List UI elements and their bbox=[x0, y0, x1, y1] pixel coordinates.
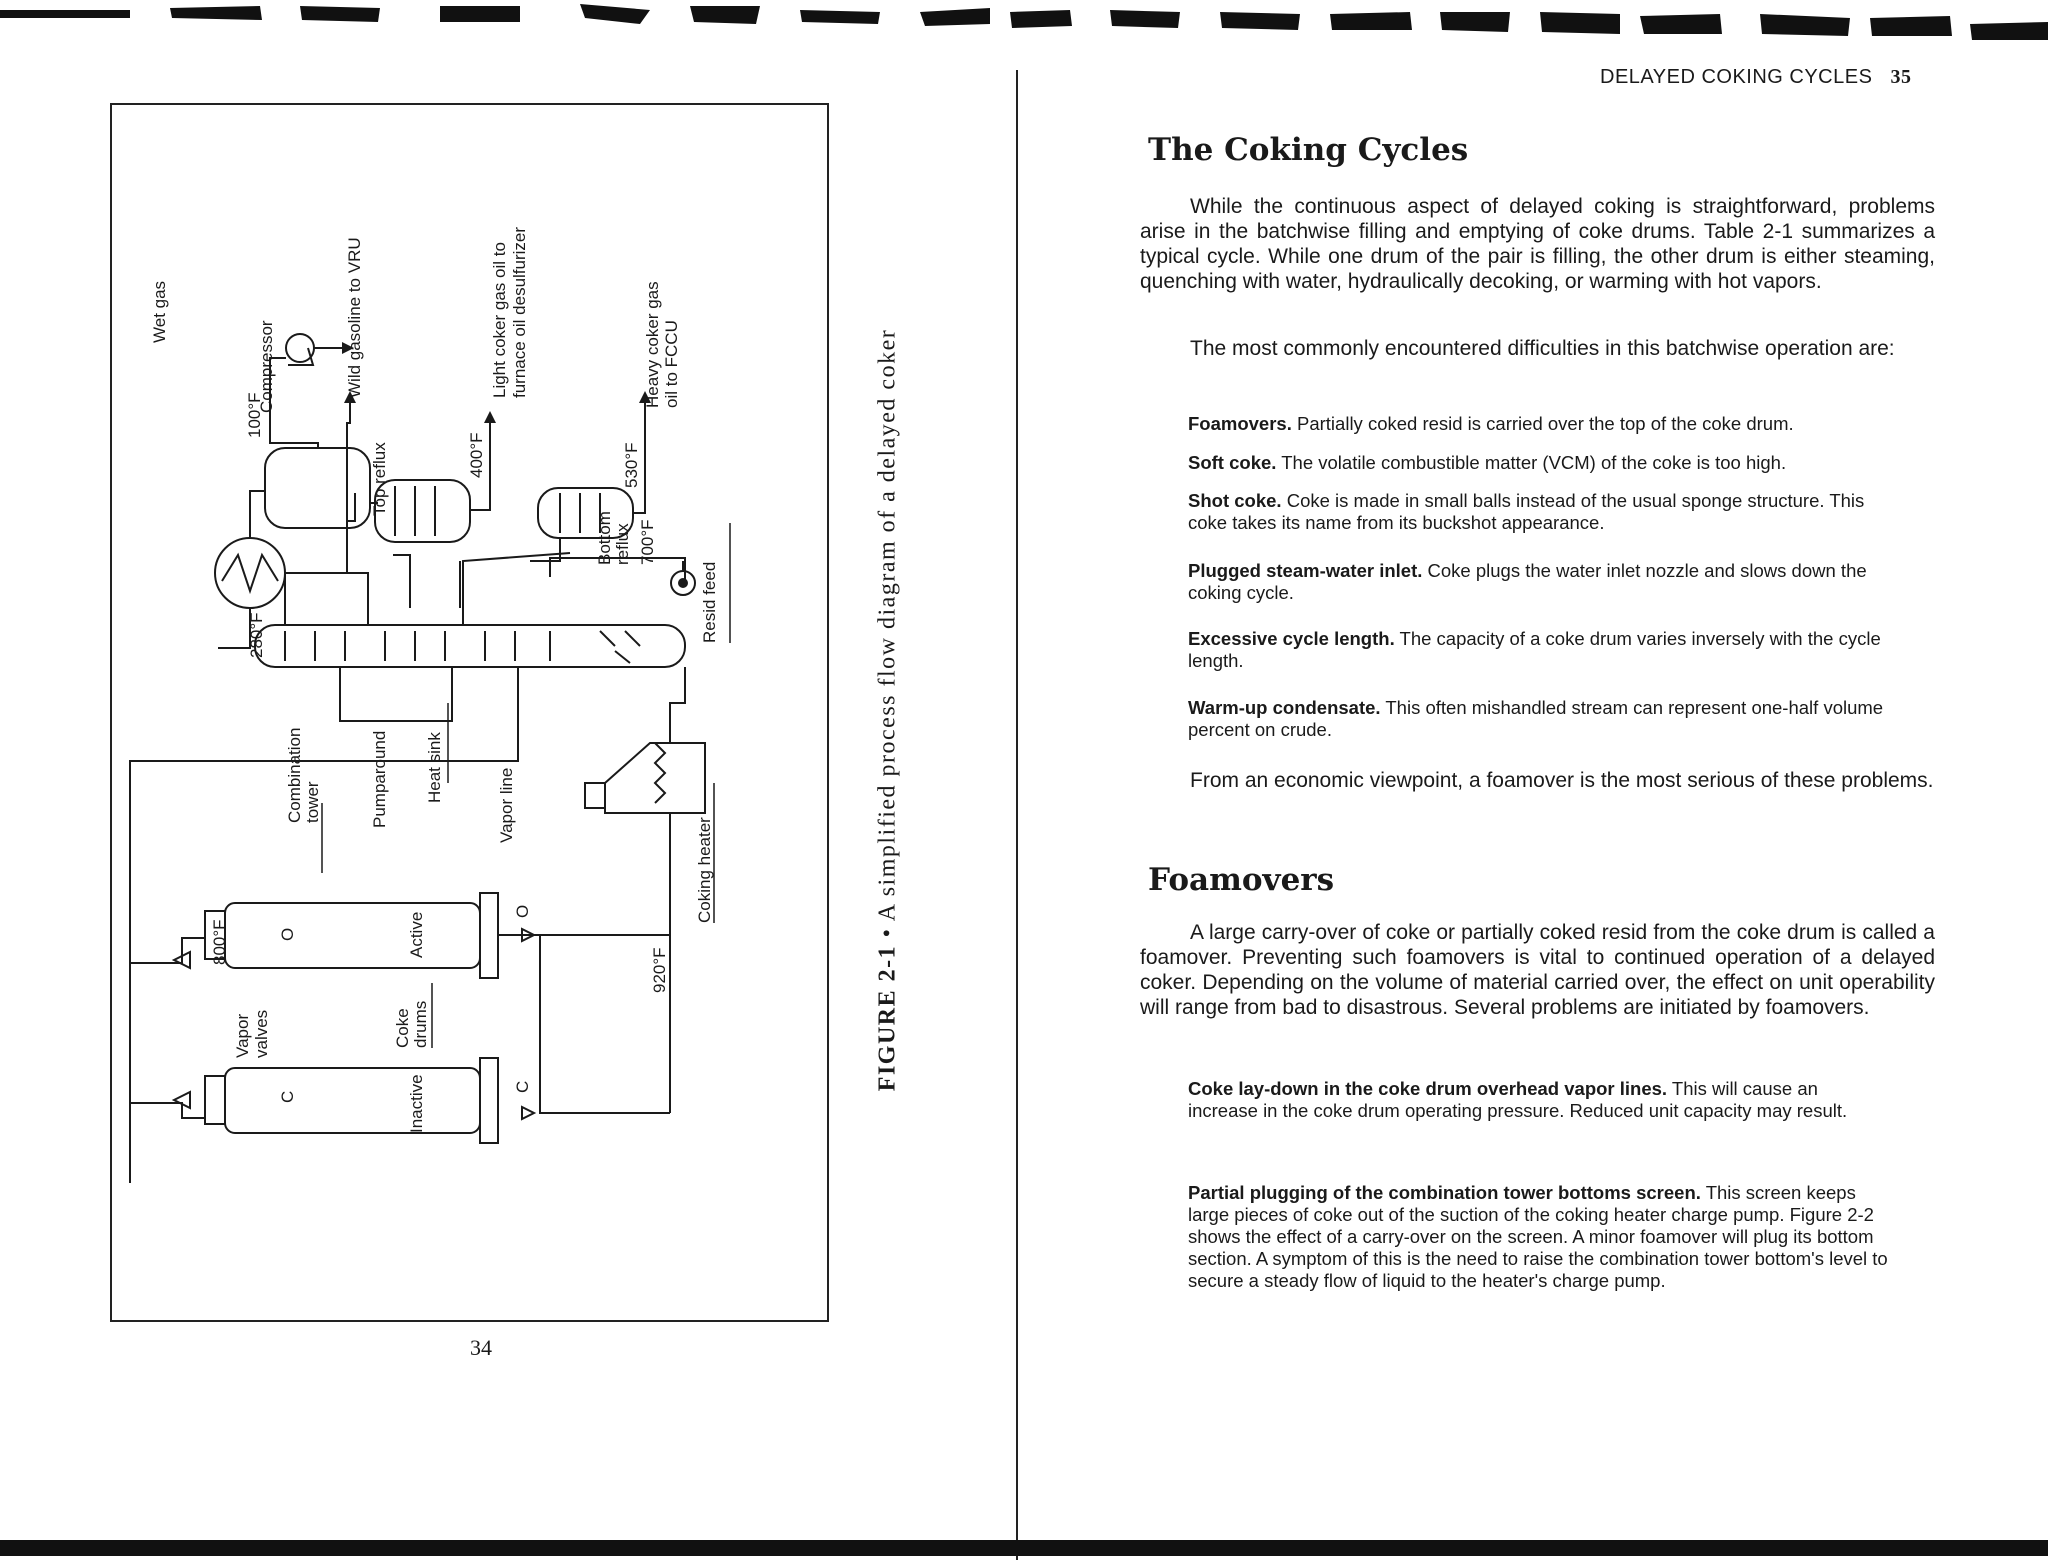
paragraph: While the continuous aspect of delayed coking is straightforward, problems arise in the batchwise filling and emptying of coke drums. Table 2-1 summarizes a typical cycle. While one drum of the pair is filling, the other drum is either steaming, quenching with water, hydraulically decoking, or warming with hot vapors. bbox=[1140, 195, 1935, 293]
label-heavy-coker-1: Heavy coker gas bbox=[643, 281, 662, 408]
label-top-reflux: Top reflux bbox=[370, 442, 389, 516]
item-term: Warm-up condensate. bbox=[1188, 697, 1381, 718]
figure-caption-text: A simplified process flow diagram of a delayed coker bbox=[874, 328, 901, 922]
label-wild-gasoline: Wild gasoline to VRU bbox=[345, 237, 364, 398]
label-530f: 530°F bbox=[622, 442, 641, 488]
label-vapor-valves-1: Vapor bbox=[233, 1013, 252, 1058]
label-resid-feed: Resid feed bbox=[700, 561, 719, 643]
item-term: Shot coke. bbox=[1188, 490, 1282, 511]
inactive-coke-drum bbox=[225, 1068, 480, 1133]
process-flow-diagram bbox=[110, 103, 830, 1323]
list-item bbox=[1188, 490, 1890, 534]
label-920f: 920°F bbox=[650, 947, 669, 993]
label-800f: 800°F bbox=[210, 919, 229, 965]
label-pumparound: Pumparound bbox=[370, 730, 389, 828]
list-item bbox=[1188, 628, 1890, 672]
caption-separator: • bbox=[874, 921, 901, 938]
item-text: This often mishandled stream can represent one-half volume percent on crude. bbox=[1188, 697, 1884, 740]
active-coke-drum bbox=[225, 903, 480, 968]
item-term: Plugged steam-water inlet. bbox=[1188, 560, 1423, 581]
label-light-coker-2: furnace oil desulfurizer bbox=[510, 226, 529, 398]
label-open-vapor: O bbox=[278, 927, 297, 941]
label-coke-drums-1: Coke bbox=[393, 1008, 412, 1048]
list-item bbox=[1188, 560, 1890, 604]
item-term: Excessive cycle length. bbox=[1188, 628, 1395, 649]
section-heading-foamovers: Foamovers bbox=[1148, 862, 1335, 898]
compressor-symbol bbox=[286, 334, 314, 362]
label-heat-sink: Heat sink bbox=[425, 732, 444, 803]
label-280f: 280°F bbox=[247, 612, 266, 658]
label-vapor-line: Vapor line bbox=[497, 767, 516, 843]
item-text: Partially coked resid is carried over the top of the coke drum. bbox=[1297, 413, 1794, 434]
item-term: Partial plugging of the combination tower bottoms screen. bbox=[1188, 1182, 1701, 1203]
label-open-feed: O bbox=[513, 904, 532, 918]
label-400f: 400°F bbox=[467, 432, 486, 478]
binding-marks bbox=[0, 0, 2048, 40]
item-term: Coke lay-down in the coke drum overhead vapor lines. bbox=[1188, 1078, 1668, 1099]
label-light-coker-1: Light coker gas oil to bbox=[490, 242, 509, 398]
item-term: Foamovers. bbox=[1188, 413, 1292, 434]
paragraph: From an economic viewpoint, a foamover is the most serious of these problems. bbox=[1190, 769, 1934, 792]
page-spine bbox=[1016, 70, 1018, 1560]
section-heading-coking-cycles: The Coking Cycles bbox=[1148, 132, 1469, 168]
label-bottom-reflux-1: Bottom bbox=[595, 511, 614, 565]
running-head bbox=[1600, 66, 1911, 89]
item-text: The capacity of a coke drum varies inversely with the cycle length. bbox=[1188, 628, 1881, 671]
bottom-edge bbox=[0, 1540, 2048, 1556]
label-closed-feed: C bbox=[513, 1080, 532, 1093]
list-item bbox=[1188, 452, 1890, 474]
running-head-title: DELAYED COKING CYCLES bbox=[1600, 66, 1873, 88]
label-coking-heater: Coking heater bbox=[695, 817, 714, 923]
label-bottom-reflux-2: reflux bbox=[613, 523, 632, 565]
paragraph: A large carry-over of coke or partially coked resid from the coke drum is called a foamover. Preventing such foamovers is vital to continued operation of a delayed coker. Depending on the volume of material carried over, the effect on unit operability will range from bad to disastrous. Several problems are initiated by foamovers. bbox=[1140, 921, 1935, 1019]
figure-number: FIGURE 2-1 bbox=[874, 944, 901, 1092]
item-text: This screen keeps large pieces of coke out of the suction of the coking heater charge pump. Figure 2-2 shows the effect of a carry-over on the screen. A minor foamover will plug its bottom section. A symptom of this is the need to raise the combination tower bottom's level to secure a steady flow of liquid to the heater's charge pump. bbox=[1188, 1182, 1888, 1291]
label-compressor: Compressor bbox=[257, 320, 276, 413]
item-term: Soft coke. bbox=[1188, 452, 1277, 473]
combination-tower bbox=[255, 625, 685, 667]
label-closed-vapor: C bbox=[278, 1090, 297, 1103]
paragraph: The most commonly encountered difficulties in this batchwise operation are: bbox=[1190, 337, 1895, 360]
list-item bbox=[1188, 697, 1890, 741]
label-vapor-valves-2: valves bbox=[252, 1009, 271, 1058]
page-number-right: 35 bbox=[1890, 66, 1912, 88]
list-item bbox=[1188, 413, 1890, 435]
label-100f: 100°F bbox=[245, 392, 264, 438]
list-item bbox=[1188, 1078, 1890, 1122]
label-combination-1: Combination bbox=[285, 727, 304, 823]
item-text: Coke is made in small balls instead of the usual sponge structure. This coke takes its name from its buckshot appearance. bbox=[1188, 490, 1865, 533]
item-text: This will cause an increase in the coke drum operating pressure. Reduced unit capacity may result. bbox=[1188, 1078, 1848, 1121]
label-combination-2: tower bbox=[303, 781, 322, 823]
item-text: Coke plugs the water inlet nozzle and slows down the coking cycle. bbox=[1188, 560, 1867, 603]
label-active: Active bbox=[407, 911, 426, 958]
label-700f: 700°F bbox=[638, 519, 657, 565]
item-text: The volatile combustible matter (VCM) of the coke is too high. bbox=[1281, 452, 1787, 473]
list-item bbox=[1188, 1182, 1890, 1292]
page-number-left: 34 bbox=[470, 1335, 492, 1360]
condenser bbox=[215, 538, 285, 608]
light-gas-oil-stripper bbox=[375, 480, 470, 542]
label-inactive: Inactive bbox=[407, 1074, 426, 1133]
label-heavy-coker-2: oil to FCCU bbox=[662, 320, 681, 408]
label-coke-drums-2: drums bbox=[411, 1000, 430, 1048]
label-wet-gas: Wet gas bbox=[150, 280, 169, 343]
